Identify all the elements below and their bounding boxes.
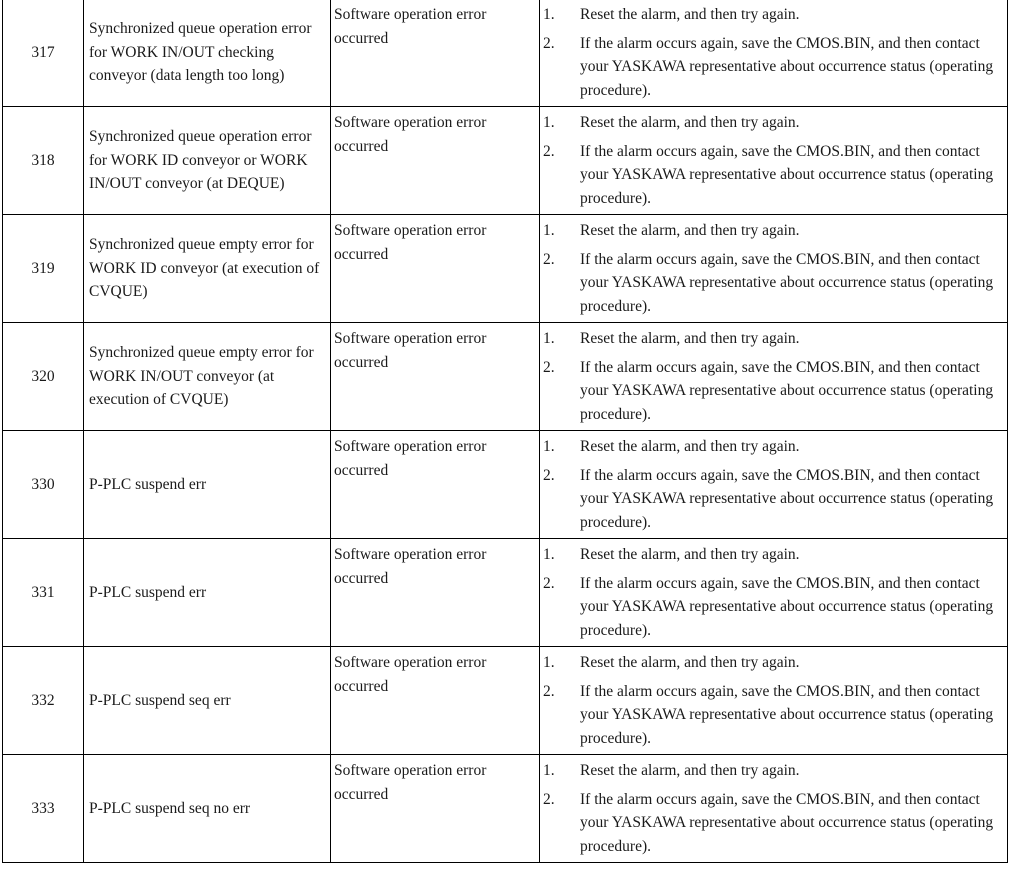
step-number: 1. (543, 654, 555, 671)
table-row (3, 107, 1008, 215)
cause-text: Software operation error occurred (334, 438, 487, 479)
step-text: If the alarm occurs again, save the CMOS.BIN, and then contact your YASKAWA representative about occurrence status (operating procedure). (580, 466, 994, 531)
meaning-text: Synchronized queue operation error for WORK ID conveyor or WORK IN/OUT conveyor (at DEQUE) (89, 128, 312, 193)
step-number: 2. (543, 466, 555, 484)
remedy-step (543, 219, 1001, 243)
step-number: 2. (543, 142, 555, 160)
table-row (3, 539, 1008, 647)
step-number: 2. (543, 34, 555, 52)
sub-code: 320 (31, 367, 55, 385)
table-row (3, 431, 1008, 539)
alarm-table (2, 0, 1008, 863)
remedy-cell (540, 215, 1008, 323)
cause-text: Software operation error occurred (334, 114, 487, 155)
sub-code-cell (3, 647, 84, 755)
meaning-text: P-PLC suspend seq no err (89, 799, 251, 817)
remedy-step (543, 572, 1001, 643)
remedy-step (543, 464, 1001, 535)
step-text: If the alarm occurs again, save the CMOS.BIN, and then contact your YASKAWA representative about occurrence status (operating procedure). (580, 574, 994, 639)
table-row (3, 215, 1008, 323)
step-number: 1. (543, 438, 555, 455)
remedy-cell (540, 0, 1008, 107)
remedy-steps (540, 323, 1007, 426)
step-number: 2. (543, 682, 555, 700)
cause-cell (331, 215, 540, 323)
remedy-steps (540, 215, 1007, 318)
sub-code: 333 (31, 799, 55, 817)
meaning-text: Synchronized queue operation error for WORK IN/OUT checking conveyor (data length too long) (89, 20, 312, 85)
meaning-cell (84, 431, 331, 539)
sub-code-cell (3, 323, 84, 431)
step-number: 1. (543, 114, 555, 131)
meaning-cell (84, 755, 331, 863)
sub-code: 330 (31, 475, 55, 493)
step-number: 2. (543, 250, 555, 268)
remedy-step (543, 3, 1001, 27)
remedy-cell (540, 107, 1008, 215)
step-number: 1. (543, 6, 555, 23)
cause-cell (331, 539, 540, 647)
sub-code-cell (3, 215, 84, 323)
step-text: If the alarm occurs again, save the CMOS.BIN, and then contact your YASKAWA representative about occurrence status (operating procedure). (580, 142, 994, 207)
remedy-step (543, 248, 1001, 319)
sub-code: 331 (31, 583, 55, 601)
remedy-cell (540, 647, 1008, 755)
cause-cell (331, 0, 540, 107)
cause-cell (331, 647, 540, 755)
table-row (3, 755, 1008, 863)
remedy-step (543, 32, 1001, 103)
meaning-text: Synchronized queue empty error for WORK IN/OUT conveyor (at execution of CVQUE) (89, 344, 314, 409)
meaning-text: P-PLC suspend err (89, 475, 207, 493)
remedy-steps (540, 107, 1007, 210)
cause-cell (331, 755, 540, 863)
sub-code: 332 (31, 691, 55, 709)
sub-code-cell (3, 431, 84, 539)
remedy-step (543, 356, 1001, 427)
step-text: Reset the alarm, and then try again. (580, 222, 800, 239)
table-row (3, 0, 1008, 107)
remedy-step (543, 435, 1001, 459)
remedy-step (543, 140, 1001, 211)
sub-code-cell (3, 755, 84, 863)
step-text: Reset the alarm, and then try again. (580, 762, 800, 779)
step-text: If the alarm occurs again, save the CMOS.BIN, and then contact your YASKAWA representative about occurrence status (operating procedure). (580, 682, 994, 747)
step-number: 1. (543, 330, 555, 347)
cause-cell (331, 323, 540, 431)
step-text: Reset the alarm, and then try again. (580, 114, 800, 131)
cause-text: Software operation error occurred (334, 762, 487, 803)
table-row (3, 647, 1008, 755)
cause-text: Software operation error occurred (334, 6, 487, 47)
meaning-text: P-PLC suspend err (89, 583, 207, 601)
remedy-cell (540, 539, 1008, 647)
meaning-cell (84, 0, 331, 107)
sub-code: 319 (31, 259, 55, 277)
sub-code: 317 (31, 43, 55, 61)
step-number: 2. (543, 574, 555, 592)
remedy-steps (540, 431, 1007, 534)
step-number: 1. (543, 762, 555, 779)
sub-code-cell (3, 539, 84, 647)
remedy-step (543, 327, 1001, 351)
step-text: If the alarm occurs again, save the CMOS.BIN, and then contact your YASKAWA representative about occurrence status (operating procedure). (580, 34, 994, 99)
remedy-step (543, 651, 1001, 675)
remedy-steps (540, 0, 1007, 102)
remedy-step (543, 680, 1001, 751)
step-number: 2. (543, 358, 555, 376)
remedy-step (543, 543, 1001, 567)
step-text: Reset the alarm, and then try again. (580, 330, 800, 347)
remedy-cell (540, 323, 1008, 431)
step-number: 2. (543, 790, 555, 808)
cause-text: Software operation error occurred (334, 222, 487, 263)
sub-code-cell (3, 107, 84, 215)
remedy-steps (540, 539, 1007, 642)
meaning-text: P-PLC suspend seq err (89, 691, 231, 709)
cause-text: Software operation error occurred (334, 546, 487, 587)
alarm-table-body (3, 0, 1008, 863)
meaning-cell (84, 107, 331, 215)
cause-cell (331, 107, 540, 215)
meaning-cell (84, 323, 331, 431)
remedy-step (543, 111, 1001, 135)
step-number: 1. (543, 546, 555, 563)
step-text: Reset the alarm, and then try again. (580, 654, 800, 671)
step-text: If the alarm occurs again, save the CMOS.BIN, and then contact your YASKAWA representative about occurrence status (operating procedure). (580, 358, 994, 423)
meaning-text: Synchronized queue empty error for WORK ID conveyor (at execution of CVQUE) (89, 236, 320, 301)
step-text: If the alarm occurs again, save the CMOS.BIN, and then contact your YASKAWA representative about occurrence status (operating procedure). (580, 790, 994, 855)
step-text: Reset the alarm, and then try again. (580, 6, 800, 23)
table-row (3, 323, 1008, 431)
meaning-cell (84, 215, 331, 323)
sub-code-cell (3, 0, 84, 107)
cause-cell (331, 431, 540, 539)
sub-code: 318 (31, 151, 55, 169)
meaning-cell (84, 539, 331, 647)
step-text: If the alarm occurs again, save the CMOS.BIN, and then contact your YASKAWA representative about occurrence status (operating procedure). (580, 250, 994, 315)
remedy-step (543, 788, 1001, 859)
remedy-step (543, 759, 1001, 783)
remedy-cell (540, 755, 1008, 863)
meaning-cell (84, 647, 331, 755)
cause-text: Software operation error occurred (334, 654, 487, 695)
remedy-steps (540, 647, 1007, 750)
cause-text: Software operation error occurred (334, 330, 487, 371)
remedy-steps (540, 755, 1007, 858)
remedy-cell (540, 431, 1008, 539)
step-text: Reset the alarm, and then try again. (580, 546, 800, 563)
step-number: 1. (543, 222, 555, 239)
step-text: Reset the alarm, and then try again. (580, 438, 800, 455)
